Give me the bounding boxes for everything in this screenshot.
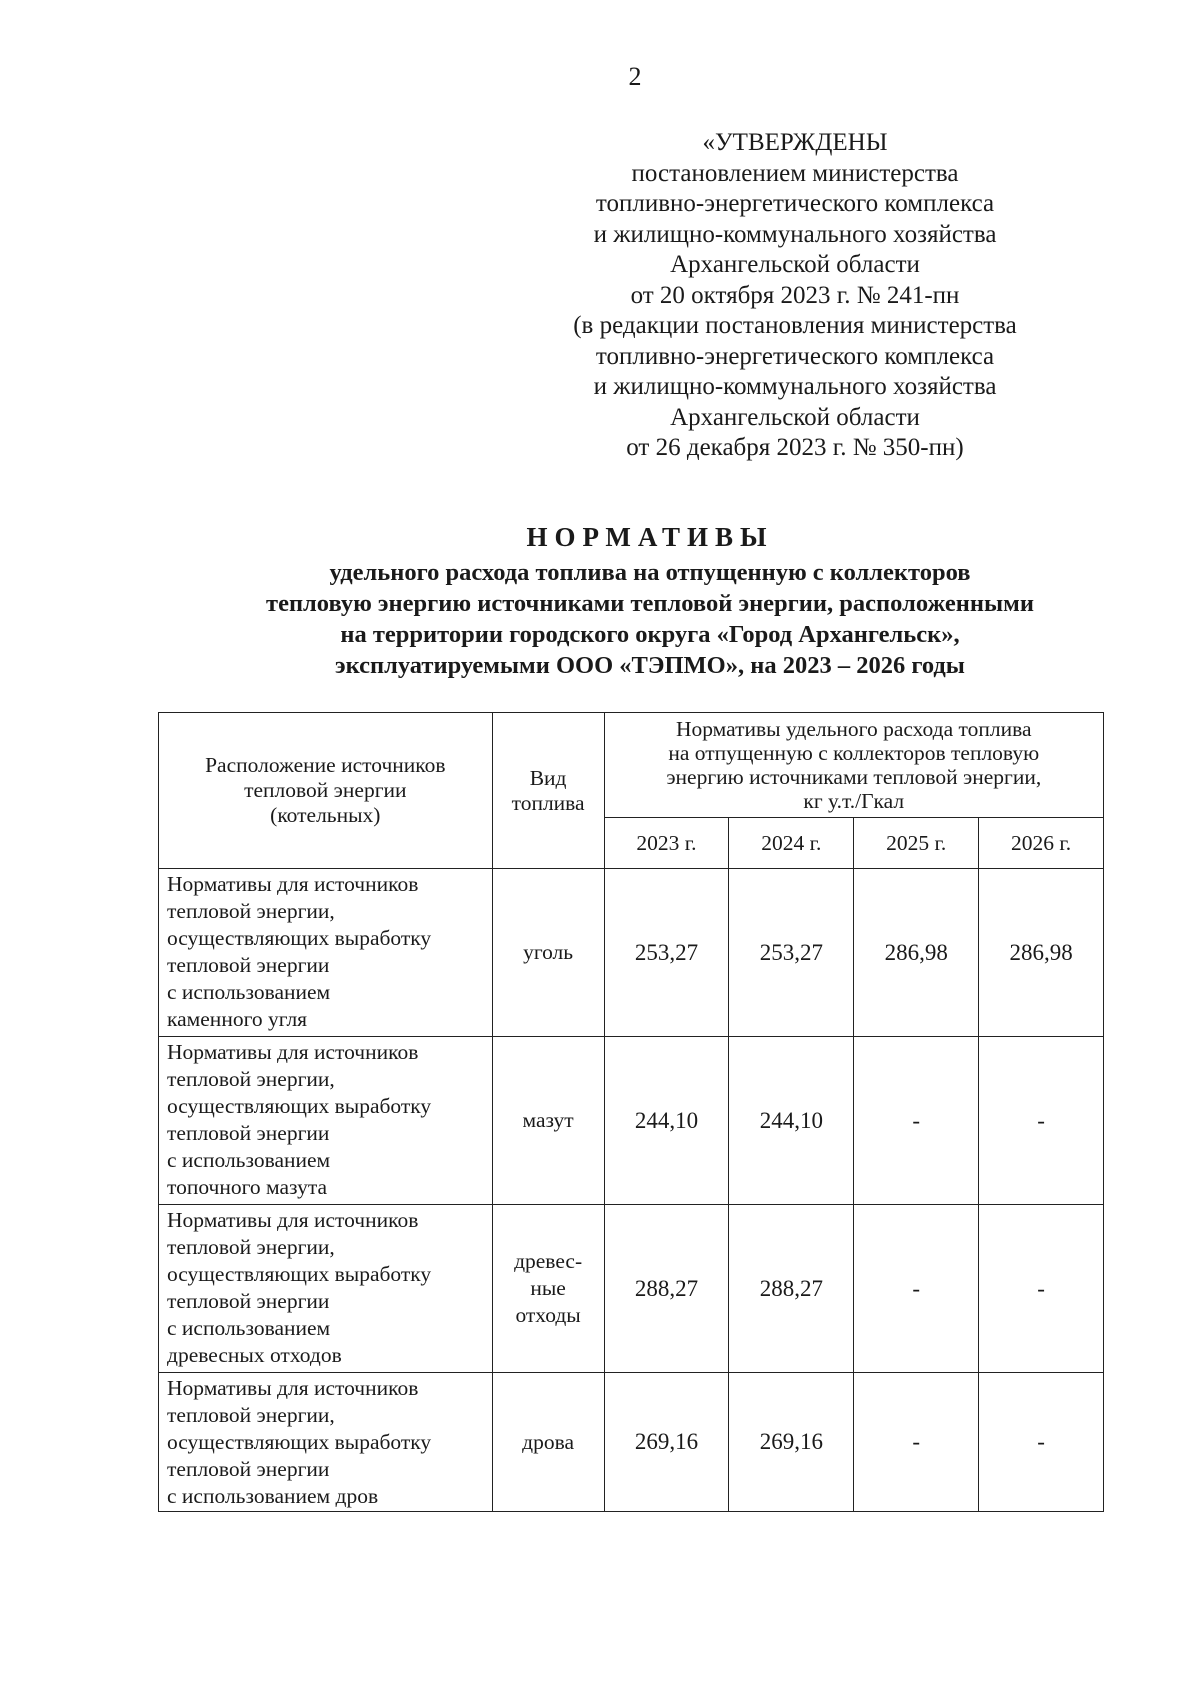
header-year: 2026 г. bbox=[979, 818, 1104, 869]
row-fuel-line: дрова bbox=[522, 1429, 575, 1454]
row-fuel bbox=[492, 869, 604, 1037]
row-fuel bbox=[492, 1205, 604, 1373]
approval-line: и жилищно-коммунального хозяйства bbox=[593, 373, 997, 400]
table-row bbox=[159, 1037, 1104, 1205]
row-value: 288,27 bbox=[729, 1205, 854, 1373]
row-location-line: Нормативы для источников bbox=[167, 1376, 419, 1400]
norms-table bbox=[158, 712, 1104, 1512]
row-value: - bbox=[979, 1373, 1104, 1512]
row-location-line: осуществляющих выработку bbox=[167, 1430, 432, 1454]
row-location-line: каменного угля bbox=[167, 1007, 308, 1031]
header-norms-line: Нормативы удельного расхода топлива bbox=[675, 717, 1032, 741]
row-location-line: тепловой энергии bbox=[167, 1457, 330, 1481]
row-location-line: древесных отходов bbox=[167, 1343, 342, 1367]
heading-subtitle-line: тепловую энергию источниками тепловой энергии, расположенными bbox=[266, 590, 1034, 617]
row-value: - bbox=[979, 1205, 1104, 1373]
row-location-line: с использованием bbox=[167, 1148, 331, 1172]
row-location-line: топочного мазута bbox=[167, 1175, 328, 1199]
row-value: 269,16 bbox=[729, 1373, 854, 1512]
row-value: 253,27 bbox=[729, 869, 854, 1037]
row-value: 286,98 bbox=[854, 869, 979, 1037]
row-location-line: Нормативы для источников bbox=[167, 1208, 419, 1232]
row-location-line: Нормативы для источников bbox=[167, 1040, 419, 1064]
approval-line: Архангельской области bbox=[670, 251, 920, 278]
approval-line: «УТВЕРЖДЕНЫ bbox=[702, 129, 888, 156]
header-fuel-line: Вид bbox=[529, 765, 567, 790]
approval-line: от 26 декабря 2023 г. № 350-пн) bbox=[626, 434, 964, 461]
header-year: 2025 г. bbox=[854, 818, 979, 869]
document-heading bbox=[150, 522, 1150, 681]
heading-subtitle-line: на территории городского округа «Город Архангельск», bbox=[340, 621, 960, 648]
row-location bbox=[159, 869, 493, 1037]
row-value: 253,27 bbox=[604, 869, 729, 1037]
row-value: - bbox=[854, 1037, 979, 1205]
approval-line: топливно-энергетического комплекса bbox=[595, 190, 995, 217]
table-row bbox=[159, 869, 1104, 1037]
heading-subtitle-line: эксплуатируемыми ООО «ТЭПМО», на 2023 – 2026 годы bbox=[335, 652, 965, 679]
header-year: 2024 г. bbox=[729, 818, 854, 869]
header-location-line: Расположение источников bbox=[205, 753, 446, 777]
row-location-line: тепловой энергии bbox=[167, 1289, 330, 1313]
row-location-line: тепловой энергии, bbox=[167, 1235, 335, 1259]
row-value: 288,27 bbox=[604, 1205, 729, 1373]
row-location-line: с использованием дров bbox=[167, 1484, 379, 1508]
row-fuel bbox=[492, 1037, 604, 1205]
approval-line: Архангельской области bbox=[670, 403, 920, 431]
row-location-line: тепловой энергии bbox=[167, 953, 330, 977]
header-location-line: (котельных) bbox=[270, 803, 381, 827]
page-number: 2 bbox=[628, 62, 642, 91]
row-fuel-line: древес- bbox=[514, 1249, 583, 1273]
approval-line: от 20 октября 2023 г. № 241-пн bbox=[630, 281, 960, 309]
row-location-line: тепловой энергии, bbox=[167, 899, 335, 923]
row-value: 244,10 bbox=[729, 1037, 854, 1205]
header-norms-line: энергию источниками тепловой энергии, bbox=[666, 765, 1042, 789]
approval-line: (в редакции постановления министерства bbox=[573, 312, 1017, 339]
header-norms-line: кг у.т./Гкал bbox=[803, 789, 905, 813]
row-fuel-line: мазут bbox=[522, 1108, 574, 1132]
row-location bbox=[159, 1373, 493, 1512]
heading-subtitle-line: удельного расхода топлива на отпущенную с коллекторов bbox=[329, 559, 971, 586]
heading-title: НОРМАТИВЫ bbox=[526, 522, 774, 552]
table-header-row bbox=[159, 713, 1104, 818]
row-value: 244,10 bbox=[604, 1037, 729, 1205]
header-year: 2023 г. bbox=[604, 818, 729, 869]
header-location bbox=[159, 713, 493, 869]
row-location bbox=[159, 1037, 493, 1205]
row-location-line: Нормативы для источников bbox=[167, 872, 419, 896]
approval-line: и жилищно-коммунального хозяйства bbox=[593, 220, 997, 248]
header-norms bbox=[604, 713, 1103, 818]
header-fuel bbox=[492, 713, 604, 869]
row-value: - bbox=[979, 1037, 1104, 1205]
row-location-line: с использованием bbox=[167, 1316, 331, 1340]
row-value: 286,98 bbox=[979, 869, 1104, 1037]
row-fuel bbox=[492, 1373, 604, 1512]
row-location-line: тепловой энергии bbox=[167, 1121, 330, 1145]
approval-line: топливно-энергетического комплекса bbox=[595, 342, 995, 370]
row-location-line: осуществляющих выработку bbox=[167, 1094, 432, 1118]
row-fuel-line: уголь bbox=[523, 940, 574, 964]
row-location-line: осуществляющих выработку bbox=[167, 926, 432, 950]
row-location-line: тепловой энергии, bbox=[167, 1067, 335, 1091]
row-value: - bbox=[854, 1205, 979, 1373]
row-value: - bbox=[854, 1373, 979, 1512]
header-location-line: тепловой энергии bbox=[244, 778, 407, 802]
approval-line: постановлением министерства bbox=[631, 159, 959, 187]
row-fuel-line: отходы bbox=[515, 1303, 581, 1327]
row-fuel-line: ные bbox=[530, 1276, 566, 1300]
row-value: 269,16 bbox=[604, 1373, 729, 1512]
row-location-line: осуществляющих выработку bbox=[167, 1262, 432, 1286]
header-fuel-line: топлива bbox=[511, 790, 585, 815]
table-row bbox=[159, 1205, 1104, 1373]
table-row bbox=[159, 1373, 1104, 1512]
row-location-line: тепловой энергии, bbox=[167, 1403, 335, 1427]
header-norms-line: на отпущенную с коллекторов тепловую bbox=[668, 741, 1040, 765]
approval-stamp bbox=[540, 128, 1050, 464]
row-location bbox=[159, 1205, 493, 1373]
row-location-line: с использованием bbox=[167, 980, 331, 1004]
